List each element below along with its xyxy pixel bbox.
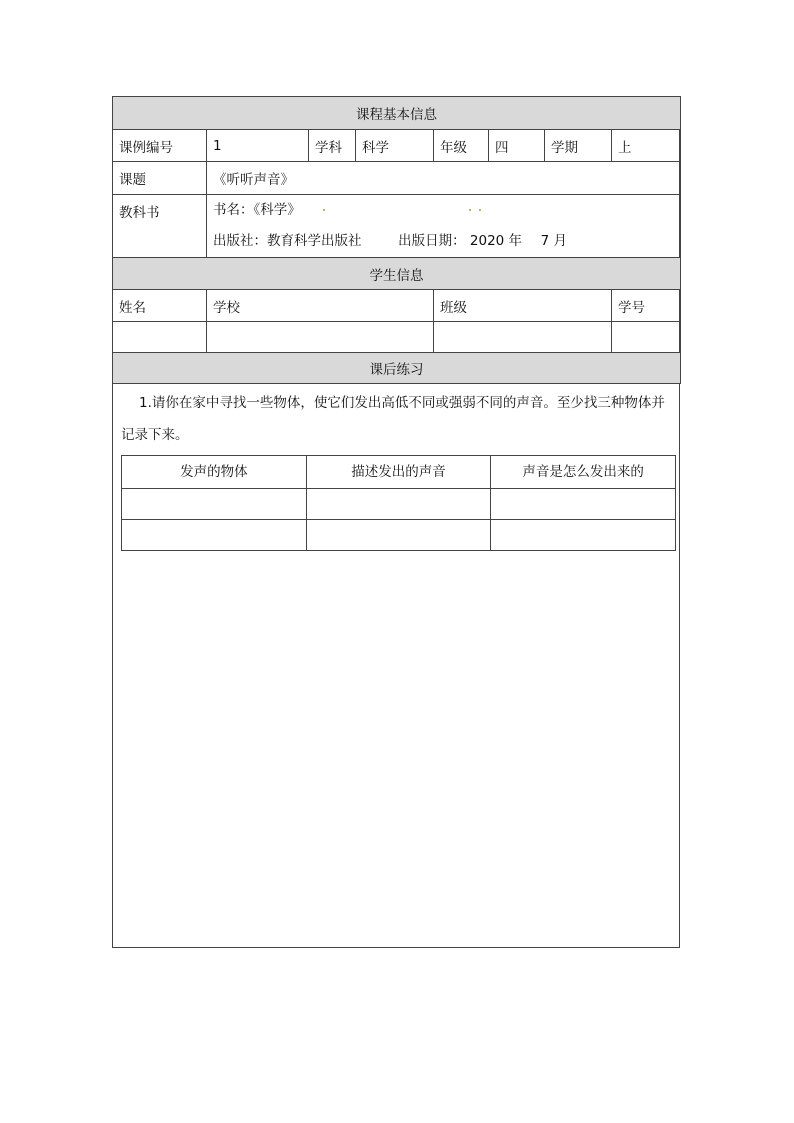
worksheet-frame — [112, 96, 680, 948]
school-label: 学校 — [207, 290, 434, 322]
student-info-header: 学生信息 — [113, 258, 681, 290]
year-unit: 年 — [508, 233, 523, 249]
course-info-header: 课程基本信息 — [113, 97, 681, 130]
answer-cell[interactable] — [306, 520, 491, 551]
subject-label: 学科 — [309, 130, 356, 162]
publisher-label: 出版社： — [213, 233, 267, 249]
case-no-value: 1 — [207, 130, 309, 162]
answer-cell[interactable] — [306, 489, 491, 520]
topic-value: 《听听声音》 — [207, 162, 681, 195]
course-info-table — [112, 96, 681, 384]
pub-year: 2020 — [469, 233, 505, 249]
scan-speck — [479, 209, 481, 211]
exercise-question: 1.请你在家中寻找一些物体，使它们发出高低不同或强弱不同的声音。至少找三种物体并记录下来。 — [121, 395, 665, 443]
table-row — [122, 489, 676, 520]
col-header-object: 发声的物体 — [122, 456, 307, 489]
book-name-value: 《科学》 — [253, 202, 301, 218]
student-no-label: 学号 — [612, 290, 681, 322]
case-no-label: 课例编号 — [113, 130, 207, 162]
class-field[interactable] — [434, 322, 612, 353]
month-unit: 月 — [553, 233, 568, 249]
topic-label: 课题 — [113, 162, 207, 195]
scan-speck — [469, 209, 471, 211]
exercise-record-table — [121, 455, 676, 551]
answer-cell[interactable] — [491, 489, 676, 520]
class-label: 班级 — [434, 290, 612, 322]
answer-cell[interactable] — [122, 489, 307, 520]
book-name-label: 书名： — [213, 202, 254, 218]
name-label: 姓名 — [113, 290, 207, 322]
exercise-section — [121, 387, 676, 551]
student-no-field[interactable] — [612, 322, 681, 353]
book-name-line — [213, 195, 674, 226]
grade-value: 四 — [489, 130, 545, 162]
publisher-line — [213, 226, 674, 257]
grade-label: 年级 — [434, 130, 489, 162]
term-value: 上 — [612, 130, 681, 162]
name-field[interactable] — [113, 322, 207, 353]
pub-date-label: 出版日期： — [398, 233, 466, 249]
answer-cell[interactable] — [491, 520, 676, 551]
answer-cell[interactable] — [122, 520, 307, 551]
subject-value: 科学 — [356, 130, 434, 162]
pub-month: 7 — [540, 233, 550, 249]
col-header-description: 描述发出的声音 — [306, 456, 491, 489]
term-label: 学期 — [545, 130, 612, 162]
textbook-details — [207, 195, 681, 258]
col-header-how: 声音是怎么发出来的 — [491, 456, 676, 489]
scan-speck — [323, 209, 325, 211]
table-row — [122, 520, 676, 551]
textbook-label: 教科书 — [113, 195, 207, 258]
publisher-value: 教育科学出版社 — [267, 233, 362, 249]
school-field[interactable] — [207, 322, 434, 353]
exercise-header: 课后练习 — [113, 353, 681, 384]
